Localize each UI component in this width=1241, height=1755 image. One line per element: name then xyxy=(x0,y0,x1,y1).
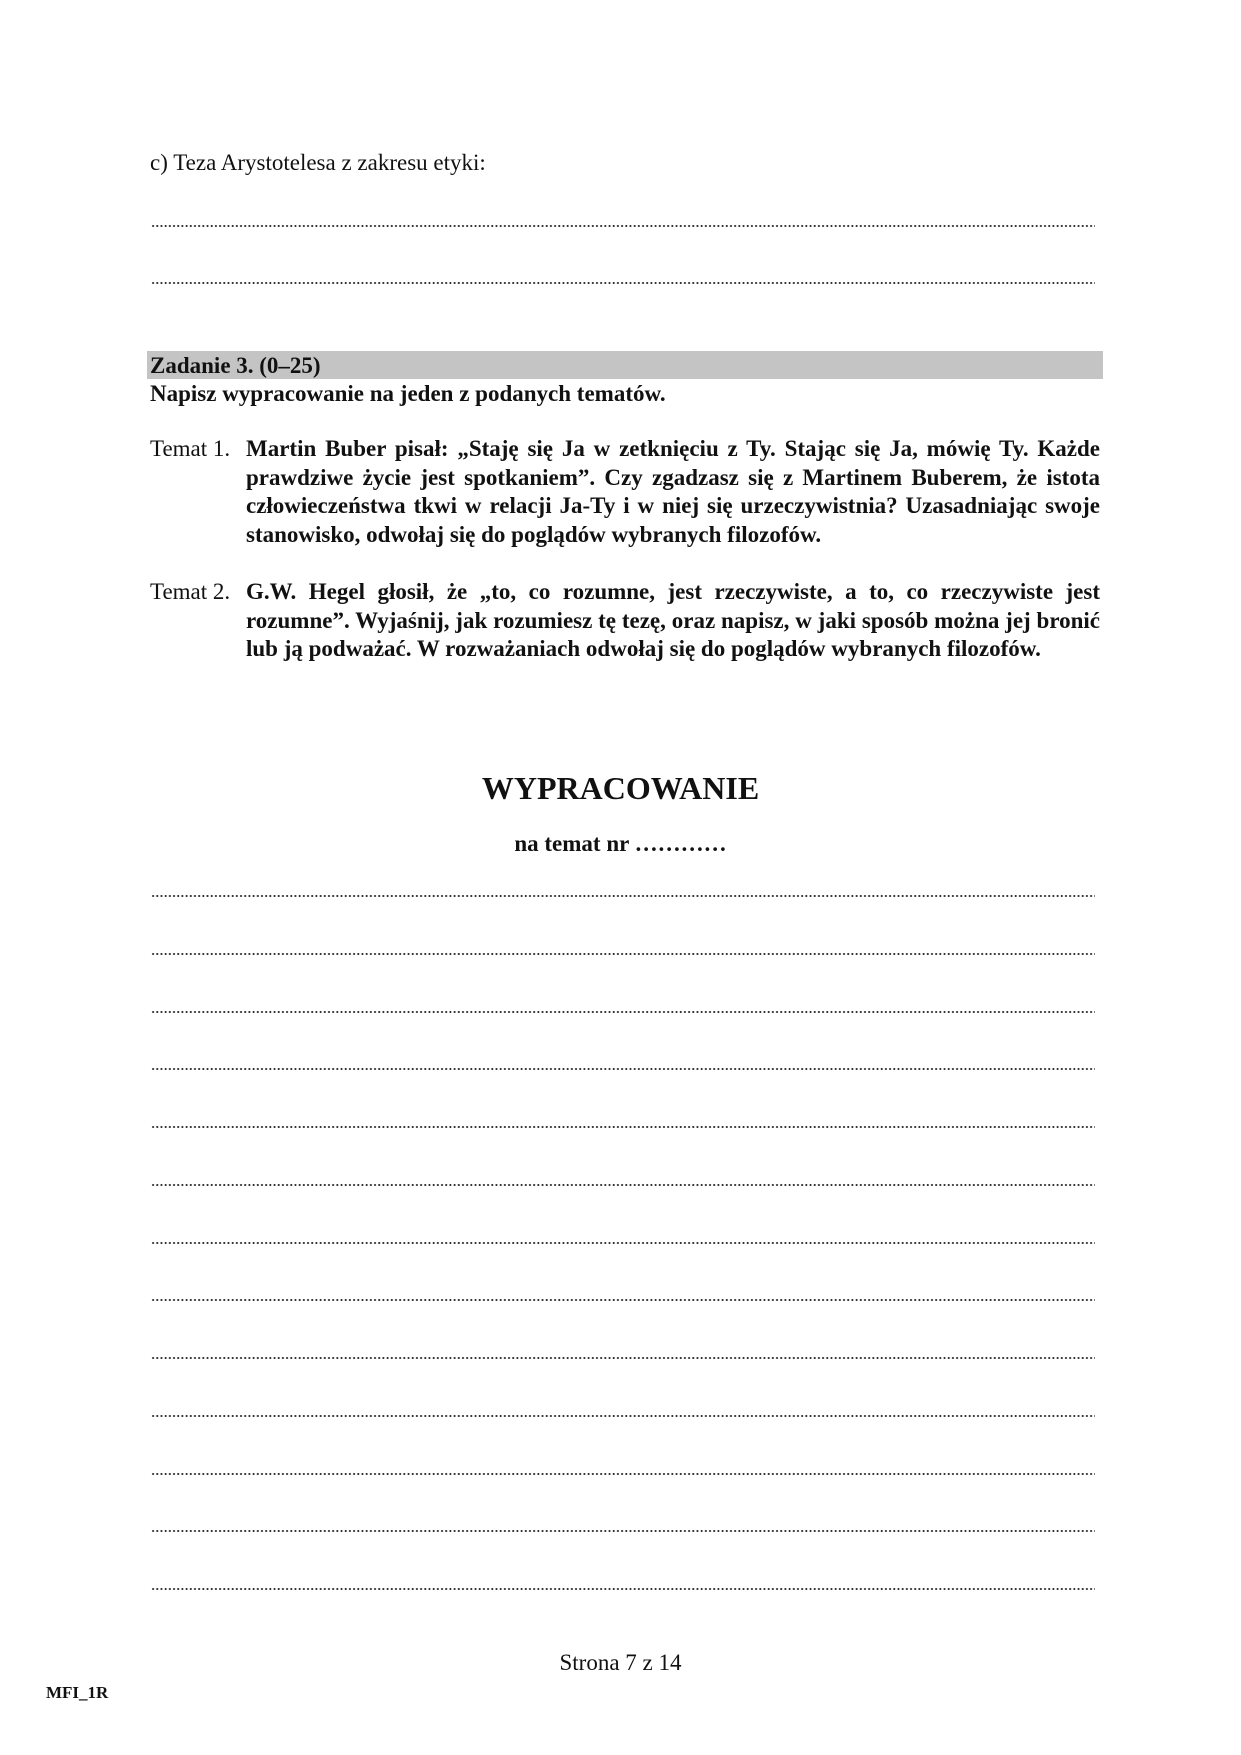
essay-line[interactable] xyxy=(151,1357,1095,1359)
topic-2 xyxy=(150,578,1100,664)
essay-line[interactable] xyxy=(151,1011,1095,1013)
topic-text: G.W. Hegel głosił, że „to, co rozumne, jest rzeczywiste, a to, co rzeczywiste jest rozumne”. Wyjaśnij, jak rozumiesz tę tezę, oraz napisz, w jaki sposób można jej bronić lub ją podważać. W rozważaniach odwołaj się do poglądów wybranych filozofów. xyxy=(246,579,1100,661)
essay-line[interactable] xyxy=(151,895,1095,897)
topic-label: Temat 2. xyxy=(150,579,231,604)
exam-code: MFI_1R xyxy=(46,1683,109,1702)
essay-line[interactable] xyxy=(151,1299,1095,1301)
task-title: Zadanie 3. (0–25) xyxy=(150,353,321,378)
section-c-prompt: c) Teza Arystotelesa z zakresu etyki: xyxy=(150,150,486,175)
essay-line[interactable] xyxy=(151,1068,1095,1070)
essay-line[interactable] xyxy=(151,1530,1095,1532)
essay-line[interactable] xyxy=(151,1242,1095,1244)
answer-line[interactable] xyxy=(151,282,1095,284)
essay-line[interactable] xyxy=(151,1588,1095,1590)
topic-text: Martin Buber pisał: „Staję się Ja w zetknięciu z Ty. Stając się Ja, mówię Ty. Każde prawdziwe życie jest spotkaniem”. Czy zgadzasz się z Martinem Buberem, że istota człowieczeństwa tkwi w relacji Ja-Ty i w niej się urzeczywistnia? Uzasadniając swoje stanowisko, odwołaj się do poglądów wybranych filozofów. xyxy=(246,436,1100,547)
essay-heading: WYPRACOWANIE xyxy=(481,770,760,806)
answer-line[interactable] xyxy=(151,225,1095,227)
essay-topic-number: na temat nr ………… xyxy=(514,831,727,856)
essay-line[interactable] xyxy=(151,1473,1095,1475)
essay-line[interactable] xyxy=(151,953,1095,955)
task-instruction: Napisz wypracowanie na jeden z podanych tematów. xyxy=(150,381,666,406)
essay-line[interactable] xyxy=(151,1415,1095,1417)
topic-1 xyxy=(150,435,1100,549)
essay-line[interactable] xyxy=(151,1126,1095,1128)
topic-label: Temat 1. xyxy=(150,436,231,461)
page-number: Strona 7 z 14 xyxy=(559,1650,682,1675)
essay-line[interactable] xyxy=(151,1184,1095,1186)
